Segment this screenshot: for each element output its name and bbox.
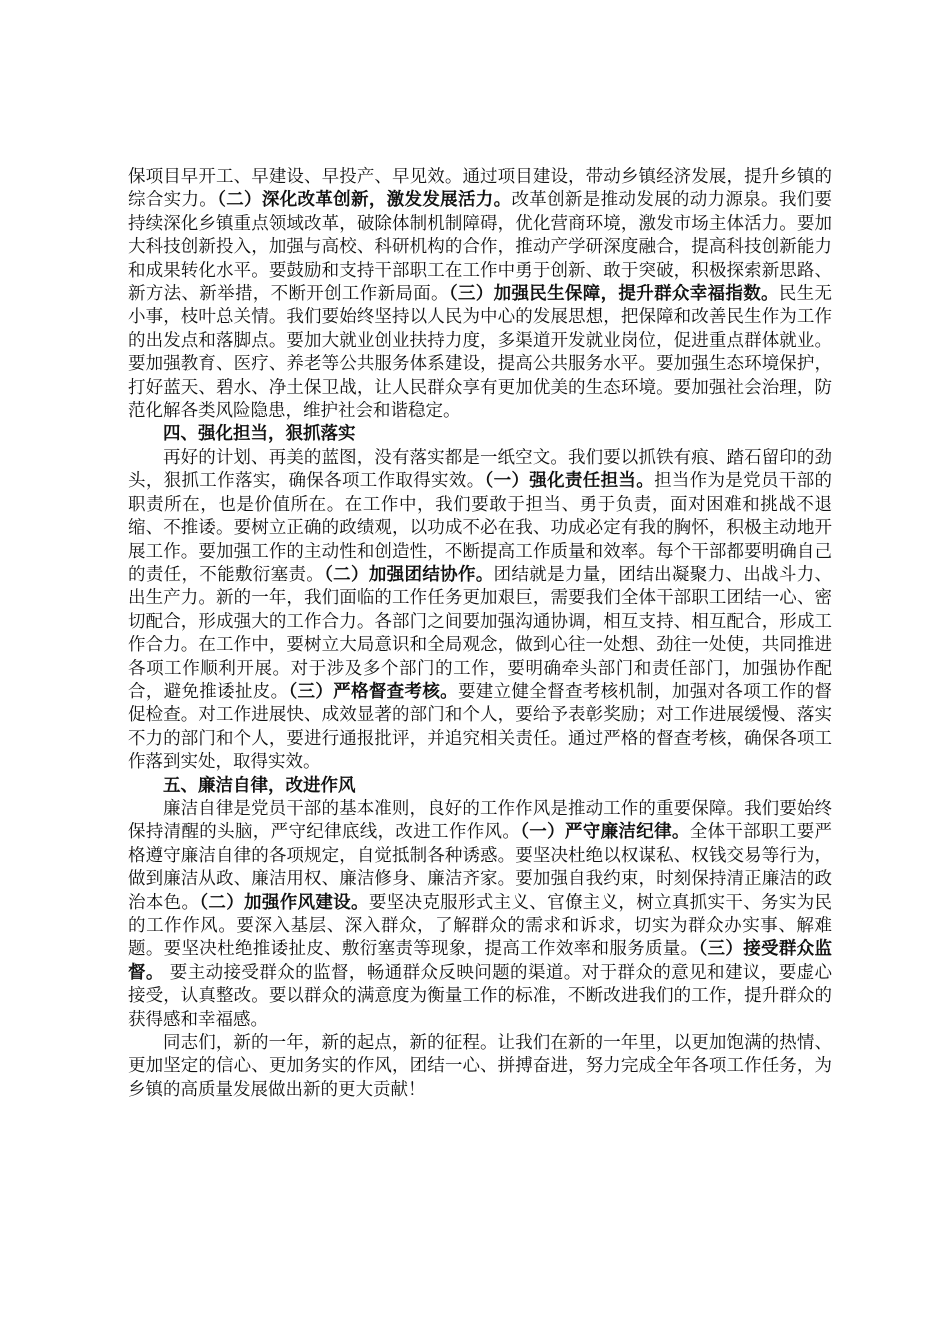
document-body — [128, 166, 832, 1102]
text-run: 廉洁自律是党员干部的基本准则，良好的工作作风是推动工作的重要保障。我们要始终保持清醒的头脑，严守纪律底线，改进工作作风。 — [128, 798, 832, 843]
subheading-work-style: （二）加强作风建设。 — [199, 892, 369, 913]
subheading-livelihood: （三）加强民生保障，提升群众幸福指数。 — [448, 284, 779, 305]
text-run: 民生无小事，枝叶总关情。我们要始终坚持以人民为中心的发展思想，把保障和改善民生作为工作的出发点和落脚点。要加大就业创业扶持力度，多渠道开发就业岗位，促进重点群体就业。要加强教育、医疗、养老等公共服务体系建设，提高公共服务水平。要加强生态环境保护，打好蓝天、碧水、净土保卫战，让人民群众享有更加优美的生态环境。要加强社会治理，防范化解各类风险隐患，维护社会和谐稳定。 — [128, 284, 833, 422]
text-run: 要主动接受群众的监督，畅通群众反映问题的渠道。对于群众的意见和建议，要虚心接受，认真整改。要以群众的满意度为衡量工作的标准，不断改进我们的工作，提升群众的获得感和幸福感。 — [128, 962, 833, 1030]
text-run: 再好的计划、再美的蓝图，没有落实都是一纸空文。我们要以抓铁有痕、踏石留印的劲头，狠抓工作落实，确保各项工作取得实效。 — [128, 447, 832, 492]
text-run: 改革创新是推动发展的动力源泉。我们要持续深化乡镇重点领域改革，破除体制机制障碍，优化营商环境，激发市场主体活力。要加大科技创新投入，加强与高校、科研机构的合作，推动产学研深度融合，提高科技创新能力和成果转化水平。要鼓励和支持干部职工在工作中勇于创新、敢于突破，积极探索新思路、新方法、新举措，不断开创工作新局面。 — [128, 190, 833, 305]
subheading-responsibility: （一）强化责任担当。 — [484, 471, 655, 492]
text-run: 保项目早开工、早建设、早投产、早见效。通过项目建设，带动乡镇经济发展，提升乡镇的综合实力。 — [128, 167, 832, 211]
text-run: 要坚决克服形式主义、官僚主义，树立真抓实干、务实为民的工作作风。要深入基层、深入群众，了解群众的需求和诉求，切实为群众办实事、解难题。要坚决杜绝推诿扯皮、敷衍塞责等现象，提高工作效率和服务质量。 — [128, 892, 833, 960]
text-run: 担当作为是党员干部的职责所在，也是价值所在。在工作中，我们要敢于担当、勇于负责，面对困难和挑战不退缩、不推诿。要树立正确的政绩观，以功成不必在我、功成必定有我的胸怀，积极主动地开展工作。要加强工作的主动性和创造性，不断提高工作质量和效率。每个干部都要明确自己的责任，不能敷衍塞责。 — [128, 471, 833, 585]
paragraph-closing — [128, 1032, 832, 1102]
text-run: 团结就是力量，团结出凝聚力、出战斗力、出生产力。新的一年，我们面临的工作任务更加艰巨，需要我们全体干部职工团结一心、密切配合，形成强大的工作合力。各部门之间要加强沟通协调，相互支持、相互配合，形成工作合力。在工作中，要树立大局意识和全局观念，做到心往一处想、劲往一处使，共同推进各项工作顺利开展。对于涉及多个部门的工作，要明确牵头部门和责任部门，加强协作配合，避免推诿扯皮。 — [128, 564, 833, 702]
section-heading-5 — [128, 775, 832, 798]
subheading-teamwork: （二）加强团结协作。 — [324, 564, 494, 585]
section-heading-4 — [128, 423, 832, 446]
subheading-discipline: （一）严守廉洁纪律。 — [520, 822, 690, 843]
heading-text: 四、强化担当，狠抓落实 — [163, 424, 356, 445]
heading-text: 五、廉洁自律，改进作风 — [163, 775, 356, 796]
paragraph-responsibility — [128, 447, 832, 775]
paragraph-development-continuation — [128, 166, 832, 423]
subheading-reform-innovation: （二）深化改革创新，激发发展活力。 — [217, 190, 512, 211]
text-run: 全体干部职工要严格遵守廉洁自律的各项规定，自觉抵制各种诱惑。要坚决杜绝以权谋私、权钱交易等行为，做到廉洁从政、廉洁用权、廉洁修身、廉洁齐家。要加强自我约束，时刻保持清正廉洁的政治本色。 — [128, 822, 833, 913]
paragraph-integrity — [128, 798, 832, 1032]
text-run: 同志们，新的一年，新的起点，新的征程。让我们在新的一年里，以更加饱满的热情、更加坚定的信心、更加务实的作风，团结一心、拼搏奋进，努力完成全年各项工作任务，为乡镇的高质量发展做出新的更大贡献！ — [128, 1033, 832, 1100]
subheading-supervision: （三）接受群众监督。 — [128, 939, 833, 983]
subheading-inspection: （三）严格督查考核。 — [288, 681, 458, 702]
text-run: 要建立健全督查考核机制，加强对各项工作的督促检查。对工作进展快、成效显著的部门和个人，要给予表彰奖励；对工作进展缓慢、落实不力的部门和个人，要进行通报批评，并追究相关责任。通过严格的督查考核，确保各项工作落到实处，取得实效。 — [128, 681, 833, 773]
